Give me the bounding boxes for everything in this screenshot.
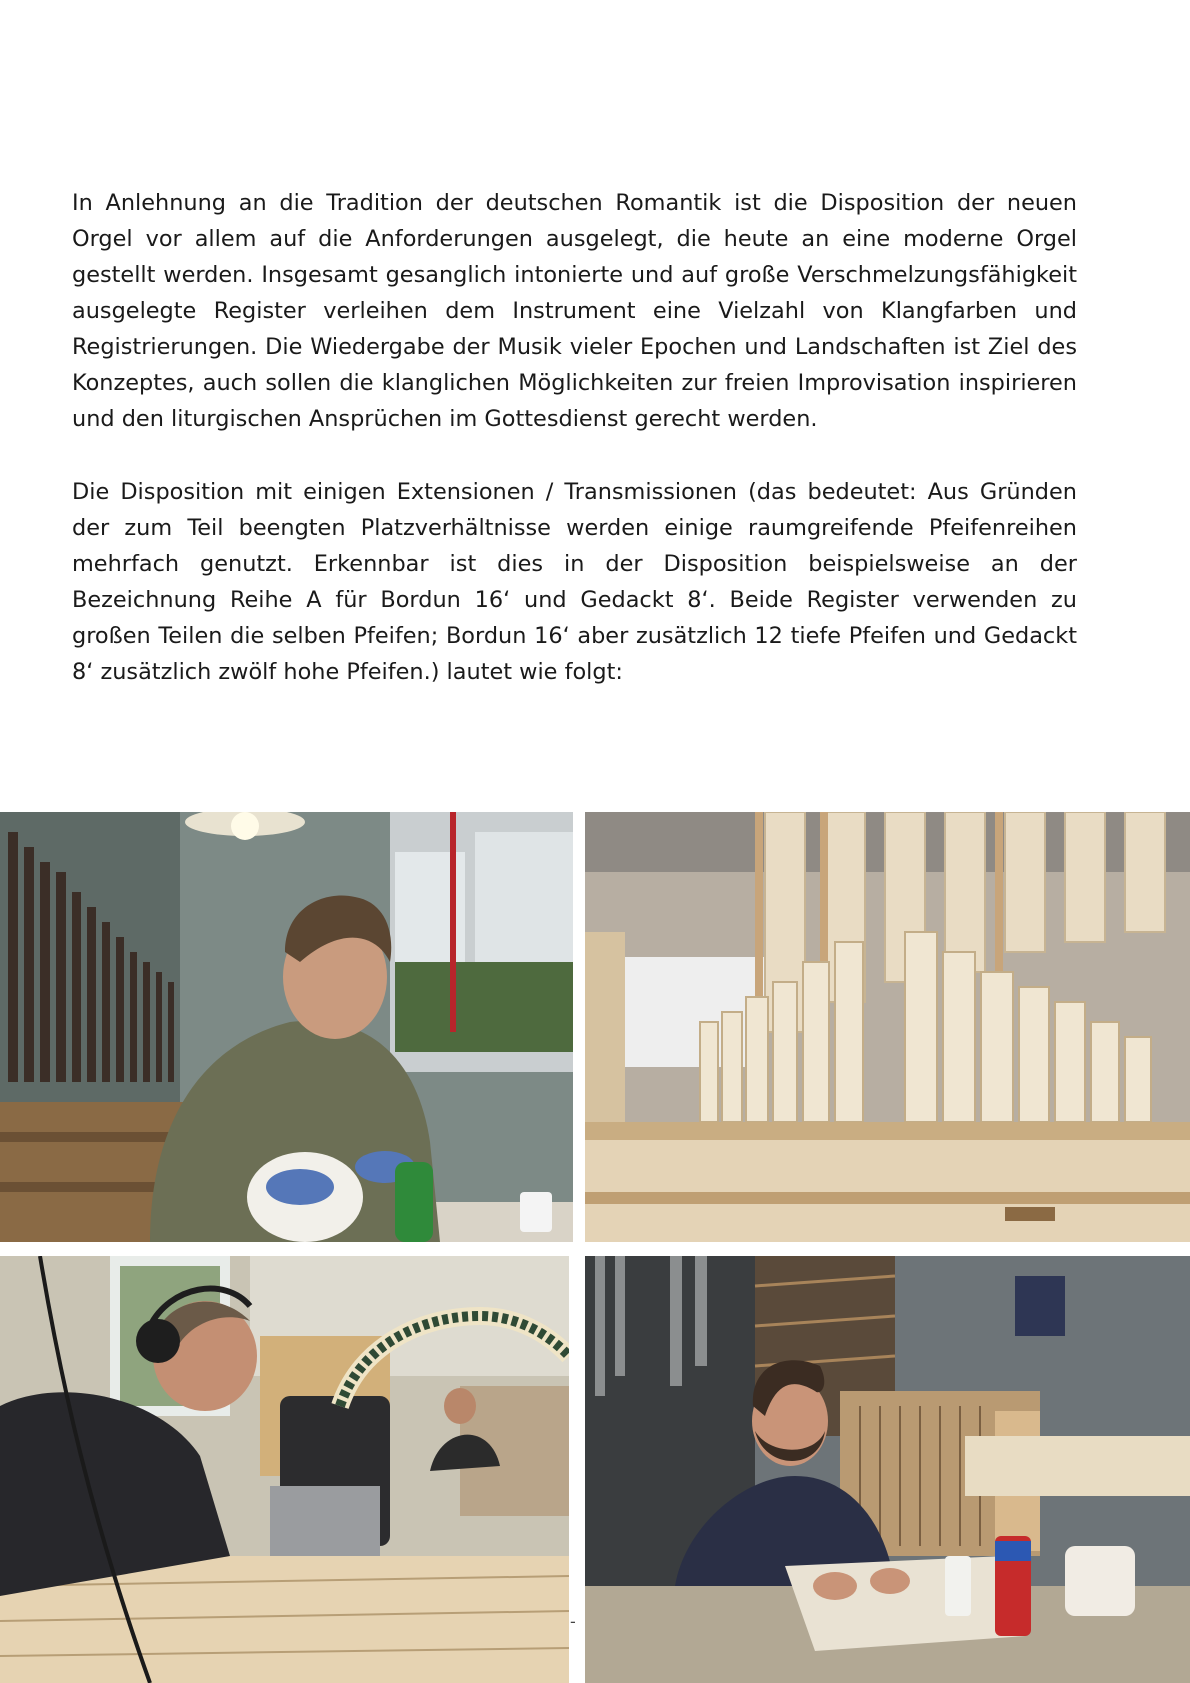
intro-paragraph: In Anlehnung an die Tradition der deutschen Romantik ist die Disposition der neuen Orgel vor allem auf die Anforderungen ausgelegt, die heute an eine moderne Orgel gestellt werden. Insgesamt gesanglich intonierte und auf große Verschmelzungsfähigkeit ausgelegte Register verleihen dem Instrument eine Vielzahl von Klangfarben und Registrierungen. Die Wiedergabe der Musik vieler Epochen und Landschaften ist Ziel des Konzeptes, auch sollen die klanglichen Möglichkeiten zur freien Improvisation inspirieren und den liturgischen Ansprüchen im Gottesdienst gerecht werden. [72,190,1077,432]
photo-router-work [0,1256,569,1683]
photo-wooden-pipes [585,812,1190,1242]
photo-workshop-cleaning [0,812,573,1242]
photo-bench-work [585,1256,1190,1683]
page-number: - [570,1612,576,1631]
disposition-paragraph: Die Disposition mit einigen Extensionen / Transmissionen (das bedeutet: Aus Gründen der zum Teil beengten Platzverhältnisse werden einige raumgreifende Pfeifenreihen mehrfach genutzt. Erkennbar ist dies in der Disposition beispielsweise an der Bezeichnung Reihe A für Bordun 16‘ und Gedackt 8‘. Beide Register verwenden zu großen Teilen die selben Pfeifen; Bordun 16‘ aber zusätzlich 12 tiefe Pfeifen und Gedackt 8‘ zusätzlich zwölf hohe Pfeifen.) lautet wie folgt: [72,479,1077,685]
